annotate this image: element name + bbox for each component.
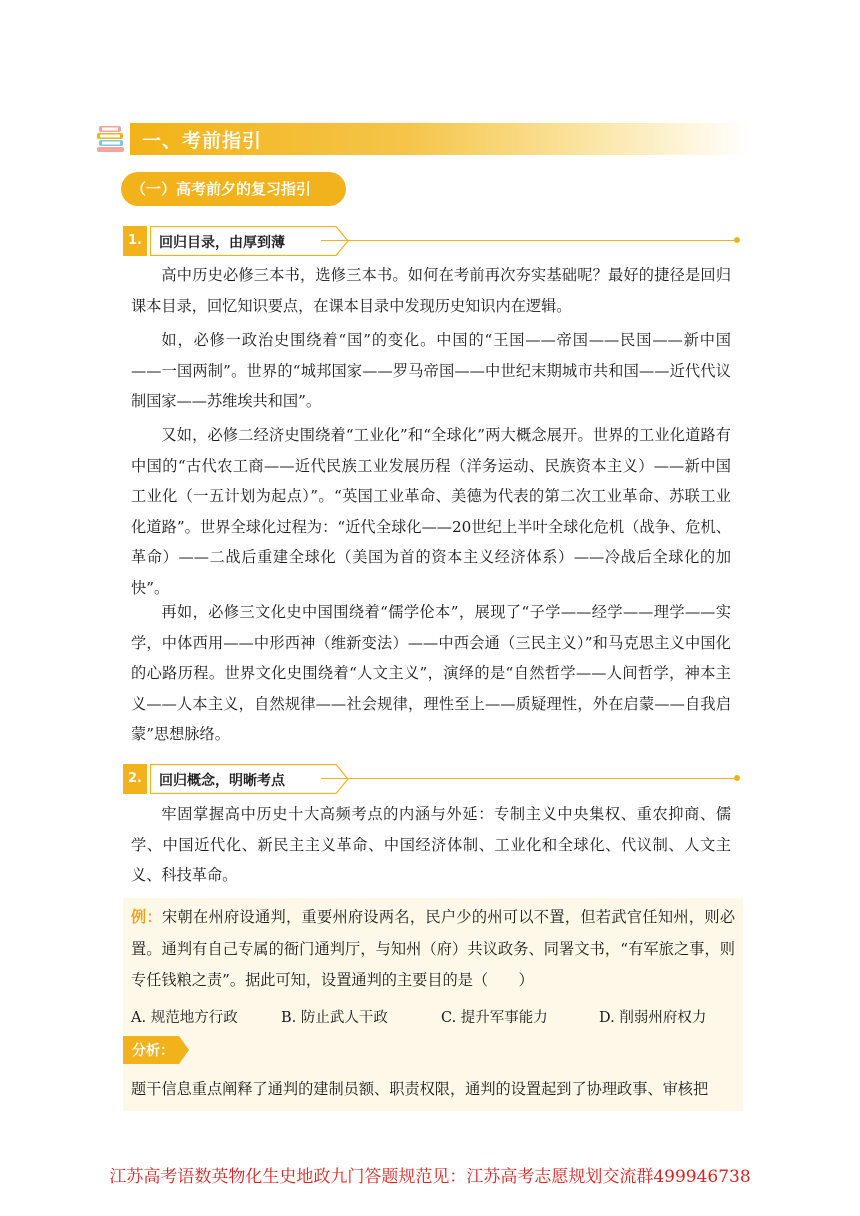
example-options	[131, 1006, 741, 1030]
heading-rule	[321, 778, 735, 779]
example-question-text: 宋朝在州府设通判，重要州府设两名，民户少的州可以不置，但若武官任知州，则必置。通判有自己专属的衙门通判厅，与知州（府）共议政务、同署文书，“有军旅之事，则专任钱粮之责”。据此可知，设置通判的主要目的是（ ）	[131, 908, 736, 989]
subsection-pill	[121, 172, 346, 206]
paragraph: 高中历史必修三本书，选修三本书。如何在考前再次夯实基础呢？最好的捷径是回归课本目录，回忆知识要点，在课本目录中发现历史知识内在逻辑。	[131, 266, 731, 315]
option-c: C. 提升军事能力	[441, 1010, 548, 1026]
paragraph: 又如，必修二经济史围绕着“工业化”和“全球化”两大概念展开。世界的工业化道路有中国的“古代农工商——近代民族工业发展历程（洋务运动、民族资本主义）——新中国工业化（一五计划为起点）”。“英国工业革命、美德为代表的第二次工业革命、苏联工业化道路”。世界全球化过程为：“近代全球化——20世纪上半叶全球化危机（战争、危机、革命）——二战后重建全球化（美国为首的资本主义经济体系）——冷战后全球化的加快”。	[131, 426, 731, 597]
paragraph: 如，必修一政治史围绕着“国”的变化。中国的“王国——帝国——民国——新中国——一国两制”。世界的“城邦国家——罗马帝国——中世纪末期城市共和国——近代代议制国家——苏维埃共和国”。	[131, 331, 731, 410]
example-box	[123, 898, 743, 1111]
section-banner-bar	[130, 123, 750, 155]
example-label: 例：	[131, 908, 162, 926]
heading-rule	[321, 240, 735, 241]
analysis-label: 分析：	[132, 1043, 174, 1059]
numbered-heading-1	[123, 226, 743, 256]
subsection-title: （一）高考前夕的复习指引	[131, 180, 312, 198]
heading-number: 1.	[123, 226, 147, 256]
heading-title: 回归概念，明晰考点	[159, 773, 285, 789]
option-d: D. 削弱州府权力	[599, 1010, 707, 1026]
option-a: A. 规范地方行政	[131, 1010, 238, 1026]
example-question	[131, 902, 735, 997]
footer-note: 江苏高考语数英物化生史地政九门答题规范见：江苏高考志愿规划交流群499946738	[109, 1167, 751, 1187]
section-banner	[96, 123, 751, 155]
option-b: B. 防止武人干政	[281, 1010, 388, 1026]
heading-number: 2.	[123, 764, 147, 794]
paragraph: 牢固掌握高中历史十大高频考点的内涵与外延：专制主义中央集权、重农抑商、儒学、中国近代化、新民主主义革命、中国经济体制、工业化和全球化、代议制、人文主义、科技革命。	[131, 805, 731, 884]
numbered-heading-2	[123, 764, 743, 794]
heading-rule-dot	[734, 775, 740, 781]
books-icon	[96, 125, 126, 153]
analysis-text: 题干信息重点阐释了通判的建制员额、职责权限，通判的设置起到了协理政事、审核把	[131, 1080, 709, 1098]
paragraph: 再如，必修三文化史中国围绕着“儒学伦本”，展现了“子学——经学——理学——实学，中体西用——中形西神（维新变法）——中西会通（三民主义）”和马克思主义中国化的心路历程。世界文化史围绕着“人文主义”，演绎的是“自然哲学——人间哲学，神本主义——人本主义，自然规律——社会规律，理性至上——质疑理性，外在启蒙——自我启蒙”思想脉络。	[131, 603, 731, 743]
section-title: 一、考前指引	[142, 130, 263, 152]
heading-title: 回归目录，由厚到薄	[159, 235, 285, 251]
heading-rule-dot	[734, 237, 740, 243]
analysis-tag	[123, 1036, 189, 1064]
